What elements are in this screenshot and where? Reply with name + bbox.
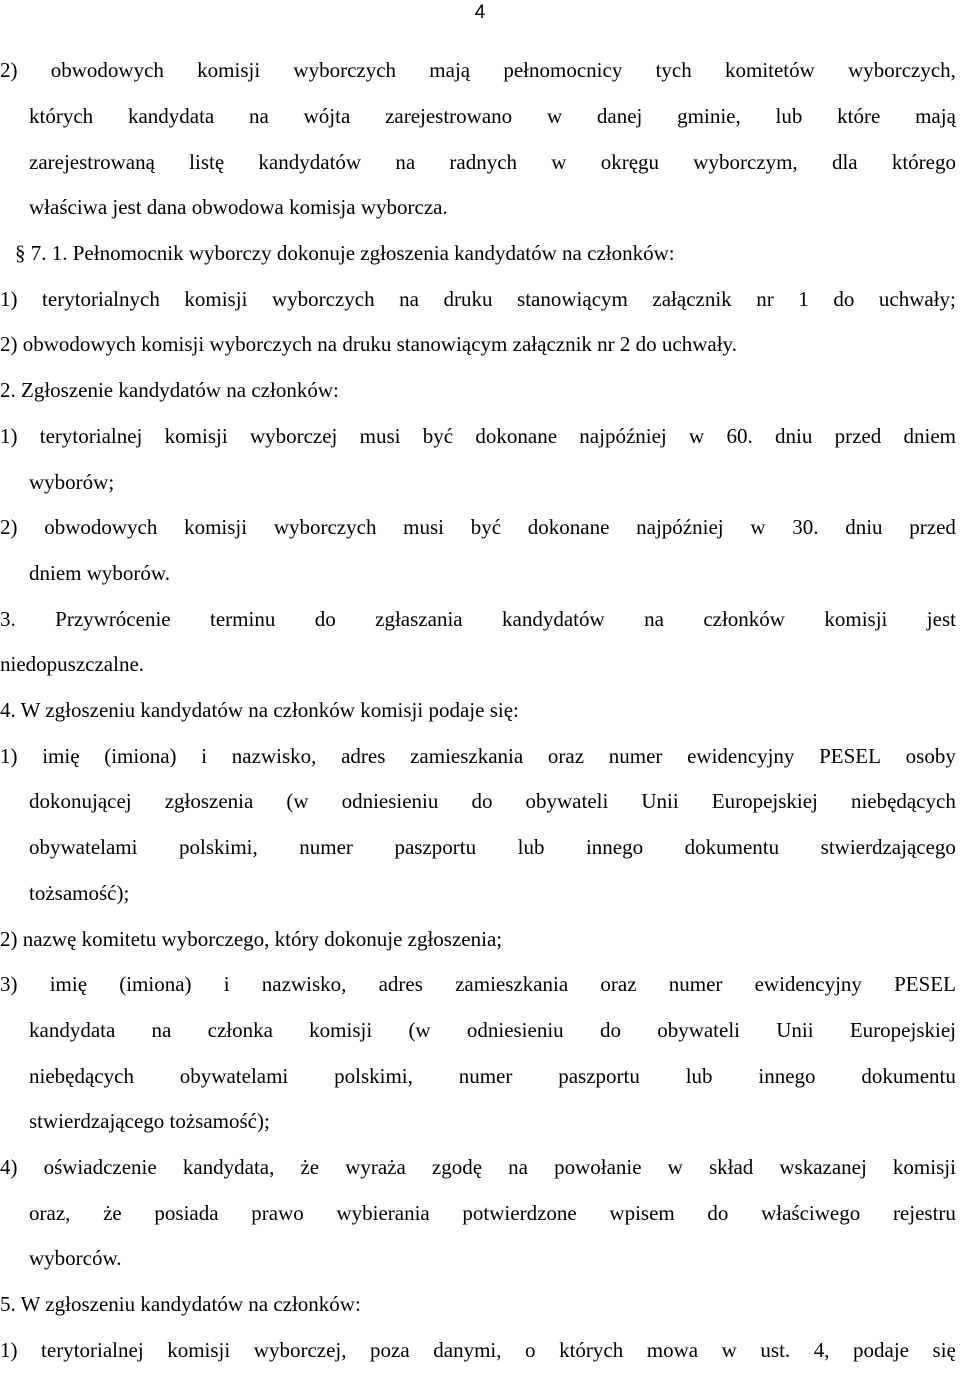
word: zgłaszania <box>375 607 463 631</box>
word: numer <box>668 972 723 996</box>
word: 1 <box>798 287 809 311</box>
text-line <box>0 284 956 314</box>
text-line <box>0 741 956 771</box>
word: w <box>689 424 705 448</box>
word: niebędących <box>29 1064 134 1088</box>
word: najpóźniej <box>636 515 724 539</box>
word: wyborczych <box>273 515 377 539</box>
word: o <box>525 1338 536 1362</box>
word: gminie, <box>677 104 741 128</box>
word: Unii <box>776 1018 814 1042</box>
text-line: wyborów; <box>29 470 115 494</box>
word: zarejestrowaną <box>29 150 155 174</box>
word: osoby <box>905 744 956 768</box>
word: dokonującej <box>29 789 132 813</box>
word: numer <box>608 744 663 768</box>
word: stwierdzającego <box>820 835 956 859</box>
word: (w <box>408 1018 431 1042</box>
word: że <box>300 1155 320 1179</box>
word: danymi, <box>433 1338 502 1362</box>
word: że <box>103 1201 122 1225</box>
word: załącznik <box>652 287 732 311</box>
word: do <box>833 287 855 311</box>
word: których <box>29 104 94 128</box>
word: oraz <box>600 972 637 996</box>
word: lub <box>775 104 803 128</box>
word: mają <box>429 58 471 82</box>
text-line <box>0 604 956 634</box>
word: wyborczych <box>271 287 375 311</box>
page-number: 4 <box>474 2 486 23</box>
word: do <box>314 607 336 631</box>
text-line <box>0 1335 956 1365</box>
word: mają <box>915 104 956 128</box>
word: przed <box>909 515 956 539</box>
word: Przywrócenie <box>55 607 171 631</box>
word: członków <box>703 607 785 631</box>
word: wyborczym, <box>693 150 798 174</box>
text-line <box>29 1015 956 1045</box>
word: powołanie <box>554 1155 642 1179</box>
word: komitetów <box>724 58 815 82</box>
word: na <box>151 1018 172 1042</box>
word: jest <box>926 607 956 631</box>
word: wójta <box>303 104 351 128</box>
word: zarejestrowano <box>385 104 513 128</box>
word: do <box>471 789 493 813</box>
word: uchwały; <box>878 287 956 311</box>
word: dla <box>831 150 858 174</box>
word: adres <box>378 972 423 996</box>
word: członka <box>207 1018 273 1042</box>
word: odniesieniu <box>466 1018 564 1042</box>
word: obywatelami <box>29 835 138 859</box>
word: na <box>249 104 269 128</box>
word: dokumentu <box>861 1064 956 1088</box>
word: (w <box>286 789 309 813</box>
word: których <box>559 1338 624 1362</box>
word: (imiona) <box>104 744 177 768</box>
word: niebędących <box>850 789 956 813</box>
word: odniesieniu <box>341 789 439 813</box>
text-line: 2) obwodowych komisji wyborczych na druku stanowiącym załącznik nr 2 do uchwały. <box>0 332 737 356</box>
word: wybierania <box>336 1201 430 1225</box>
word: stanowiącym <box>517 287 628 311</box>
word: lub <box>685 1064 713 1088</box>
word: którego <box>891 150 956 174</box>
word: innego <box>758 1064 816 1088</box>
text-line <box>29 1061 956 1091</box>
word: oraz, <box>29 1201 71 1225</box>
word: wyborczej, <box>253 1338 347 1362</box>
word: posiada <box>154 1201 219 1225</box>
word: polskimi, <box>334 1064 413 1088</box>
word: numer <box>458 1064 513 1088</box>
word: ewidencyjny <box>754 972 862 996</box>
word: 2) <box>0 515 18 539</box>
word: komisji <box>184 287 248 311</box>
word: komisji <box>164 424 228 448</box>
word: które <box>837 104 881 128</box>
text-line <box>0 1152 956 1182</box>
word: terytorialnej <box>41 1338 144 1362</box>
word: kandydata <box>29 1018 116 1042</box>
word: podaje <box>853 1338 909 1362</box>
word: w <box>667 1155 683 1179</box>
word: skład <box>708 1155 754 1179</box>
text-line <box>29 832 956 862</box>
word: kandydatów <box>258 150 362 174</box>
word: nazwisko, <box>231 744 317 768</box>
text-line <box>0 512 956 542</box>
word: ewidencyjny <box>687 744 795 768</box>
word: prawo <box>251 1201 304 1225</box>
word: nr <box>756 287 774 311</box>
word: 1) <box>0 744 18 768</box>
word: Unii <box>641 789 679 813</box>
text-line: 2) nazwę komitetu wyborczego, który dokonuje zgłoszenia; <box>0 927 503 951</box>
word: PESEL <box>894 972 956 996</box>
word: dokonane <box>527 515 610 539</box>
text-line <box>29 147 956 177</box>
word: musi <box>359 424 401 448</box>
word: listę <box>189 150 225 174</box>
word: 60. <box>726 424 753 448</box>
text-line: tożsamość); <box>29 881 130 905</box>
text-line: właściwa jest dana obwodowa komisja wyborcza. <box>29 195 448 219</box>
word: wyborczych <box>293 58 397 82</box>
text-line: 5. W zgłoszeniu kandydatów na członków: <box>0 1292 361 1316</box>
word: dokonane <box>475 424 558 448</box>
word: zgodę <box>431 1155 483 1179</box>
word: zgłoszenia <box>164 789 254 813</box>
word: dniu <box>774 424 813 448</box>
word: numer <box>299 835 353 859</box>
word: 2) <box>0 58 18 82</box>
word: (imiona) <box>119 972 192 996</box>
word: paszportu <box>394 835 477 859</box>
text-line: 4. W zgłoszeniu kandydatów na członków komisji podaje się: <box>0 698 519 722</box>
text-line <box>0 421 956 451</box>
text-line: 2. Zgłoszenie kandydatów na członków: <box>0 378 339 402</box>
word: komisji <box>167 1338 231 1362</box>
word: w <box>750 515 766 539</box>
word: w <box>546 104 563 128</box>
word: na <box>508 1155 528 1179</box>
word: ust. <box>760 1338 791 1362</box>
text-line <box>0 55 956 85</box>
word: w <box>721 1338 737 1362</box>
word: rejestru <box>892 1201 956 1225</box>
word: oraz <box>547 744 585 768</box>
word: kandydata, <box>182 1155 275 1179</box>
word: być <box>470 515 502 539</box>
word: 30. <box>792 515 819 539</box>
word: nazwisko, <box>261 972 347 996</box>
word: 3) <box>0 972 18 996</box>
word: 1) <box>0 1338 18 1362</box>
word: PESEL <box>819 744 881 768</box>
word: lub <box>517 835 545 859</box>
word: zamieszkania <box>455 972 569 996</box>
word: druku <box>443 287 493 311</box>
word: wpisem <box>609 1201 675 1225</box>
word: zamieszkania <box>410 744 524 768</box>
word: przed <box>834 424 882 448</box>
word: najpóźniej <box>579 424 667 448</box>
word: właściwego <box>761 1201 861 1225</box>
word: na <box>644 607 664 631</box>
word: kandydata <box>127 104 215 128</box>
word: terytorialnych <box>42 287 160 311</box>
word: na <box>399 287 419 311</box>
word: być <box>422 424 454 448</box>
word: obywateli <box>657 1018 740 1042</box>
word: potwierdzone <box>462 1201 577 1225</box>
text-line: dniem wyborów. <box>29 561 170 585</box>
word: obwodowych <box>50 58 164 82</box>
word: komisji <box>184 515 248 539</box>
text-line: wyborców. <box>29 1246 122 1270</box>
word: mowa <box>646 1338 699 1362</box>
text-line <box>29 1198 956 1228</box>
word: paszportu <box>558 1064 640 1088</box>
text-line <box>29 101 956 131</box>
word: musi <box>403 515 445 539</box>
word: tych <box>655 58 692 82</box>
word: dniem <box>903 424 956 448</box>
word: imię <box>42 744 80 768</box>
word: wyraża <box>345 1155 406 1179</box>
word: kandydatów <box>502 607 605 631</box>
word: polskimi, <box>178 835 258 859</box>
word: dniu <box>845 515 883 539</box>
word: w <box>551 150 567 174</box>
word: komisji <box>197 58 261 82</box>
word: adres <box>341 744 386 768</box>
word: radnych <box>449 150 518 174</box>
word: 3. <box>0 607 16 631</box>
text-line <box>29 786 956 816</box>
word: pełnomocnicy <box>503 58 623 82</box>
word: się <box>932 1338 956 1362</box>
word: Europejskiej <box>711 789 818 813</box>
word: wskazanej <box>779 1155 867 1179</box>
word: oświadczenie <box>43 1155 157 1179</box>
text-line <box>0 969 956 999</box>
word: wyborczych, <box>848 58 956 82</box>
word: komisji <box>892 1155 956 1179</box>
word: obywateli <box>525 789 609 813</box>
word: na <box>395 150 416 174</box>
word: okręgu <box>600 150 660 174</box>
word: Europejskiej <box>849 1018 956 1042</box>
word: i <box>223 972 230 996</box>
word: terminu <box>210 607 276 631</box>
word: obywatelami <box>179 1064 289 1088</box>
word: poza <box>370 1338 410 1362</box>
word: innego <box>585 835 644 859</box>
word: terytorialnej <box>39 424 143 448</box>
word: komisji <box>824 607 888 631</box>
word: 4) <box>0 1155 18 1179</box>
word: do <box>707 1201 729 1225</box>
word: 1) <box>0 287 18 311</box>
word: i <box>201 744 208 768</box>
text-line: stwierdzającego tożsamość); <box>29 1109 270 1133</box>
word: 4, <box>813 1338 830 1362</box>
word: 1) <box>0 424 18 448</box>
word: do <box>599 1018 621 1042</box>
text-line: § 7. 1. Pełnomocnik wyborczy dokonuje zgłoszenia kandydatów na członków: <box>15 241 675 265</box>
word: obwodowych <box>44 515 158 539</box>
text-line: niedopuszczalne. <box>0 652 145 676</box>
word: imię <box>49 972 88 996</box>
word: wyborczej <box>249 424 338 448</box>
word: danej <box>596 104 643 128</box>
word: komisji <box>309 1018 373 1042</box>
word: dokumentu <box>684 835 780 859</box>
